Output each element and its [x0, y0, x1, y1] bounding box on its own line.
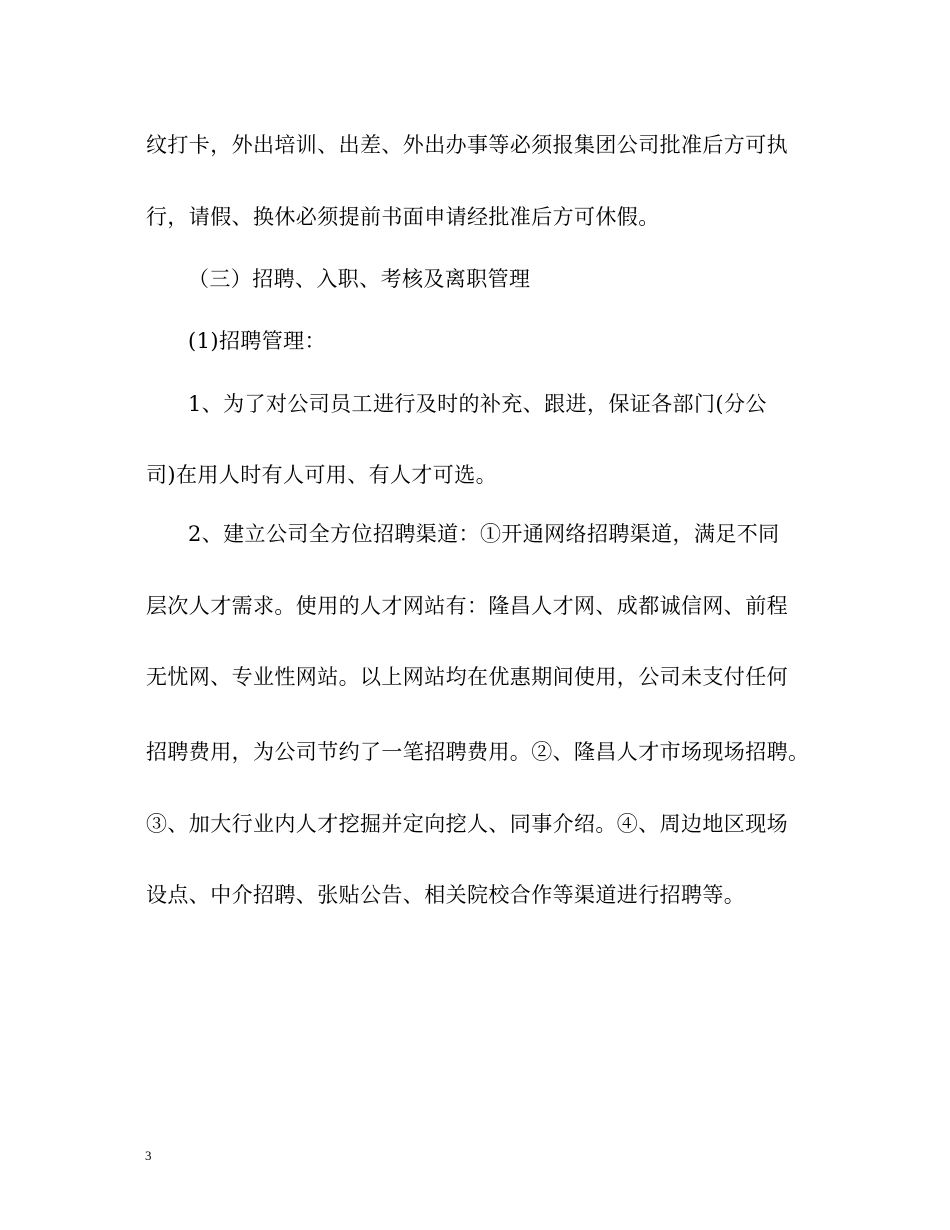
- list-item-2-line-2: 层次人才需求。使用的人才网站有：隆昌人才网、成都诚信网、前程: [146, 594, 788, 618]
- list-item-1-line-2: 司)在用人时有人可用、有人才可选。: [146, 463, 497, 487]
- body-line-1: 纹打卡，外出培训、出差、外出办事等必须报集团公司批准后方可执: [146, 133, 788, 157]
- page-number: 3: [145, 1148, 152, 1163]
- list-item-2-line-5: ③、加大行业内人才挖掘并定向挖人、同事介绍。④、周边地区现场: [146, 812, 788, 836]
- list-item-2-line-6: 设点、中介招聘、张贴公告、相关院校合作等渠道进行招聘等。: [146, 883, 746, 907]
- list-item-2-line-3: 无忧网、专业性网站。以上网站均在优惠期间使用，公司未支付任何: [146, 665, 788, 689]
- list-item-2-line-1: 2、建立公司全方位招聘渠道：①开通网络招聘渠道，满足不同: [188, 522, 780, 546]
- subsection-heading: (1)招聘管理：: [188, 329, 326, 353]
- list-item-1-line-1: 1、为了对公司员工进行及时的补充、跟进，保证各部门(分公: [188, 392, 767, 416]
- section-heading: （三）招聘、入职、考核及离职管理: [188, 267, 531, 291]
- list-item-2-line-4: 招聘费用，为公司节约了一笔招聘费用。②、隆昌人才市场现场招聘。: [146, 740, 810, 764]
- body-line-2: 行，请假、换休必须提前书面申请经批准后方可休假。: [146, 205, 660, 229]
